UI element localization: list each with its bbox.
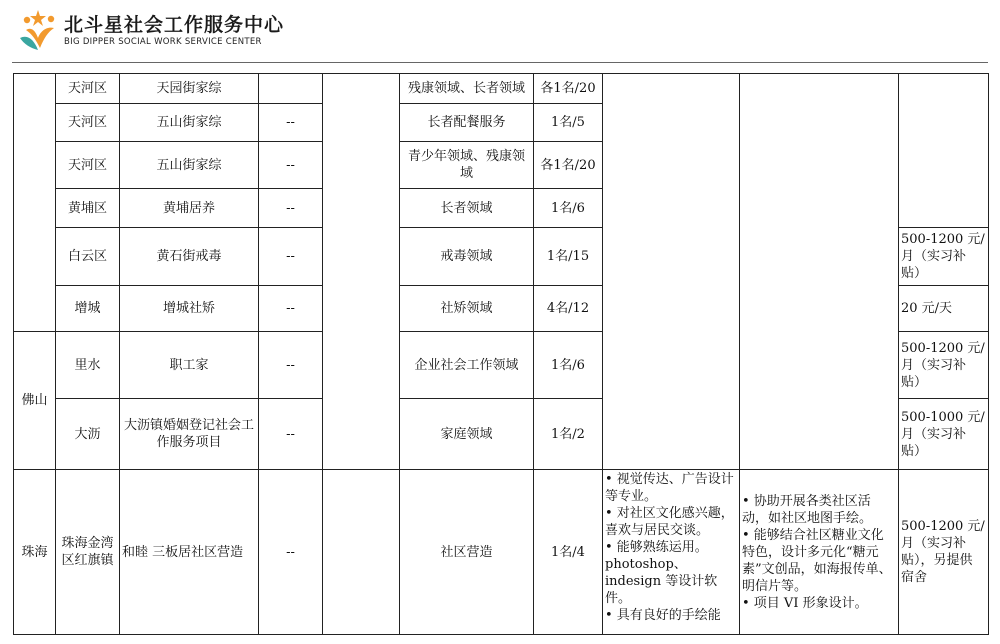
quota-cell: 1名/6	[534, 189, 603, 228]
requirements-cell	[603, 470, 740, 635]
org-cell: 大沥镇婚姻登记社会工作服务项目	[120, 399, 259, 470]
org-cell: 增城社矫	[120, 286, 259, 332]
dash-cell: --	[259, 142, 323, 189]
dash-cell: --	[259, 228, 323, 286]
quota-cell: 1名/5	[534, 104, 603, 142]
field-cell: 长者配餐服务	[400, 104, 534, 142]
district-cell: 里水	[56, 332, 120, 399]
field-cell: 长者领域	[400, 189, 534, 228]
org-cell: 黄石街戒毒	[120, 228, 259, 286]
header-divider	[12, 62, 988, 63]
district-cell: 天河区	[56, 74, 120, 104]
stipend-cell: 20 元/天	[899, 286, 989, 332]
org-cell: 和睦 三板居社区营造	[120, 470, 259, 635]
empty-cell	[323, 470, 400, 635]
district-cell: 珠海金湾区红旗镇	[56, 470, 120, 635]
dash-cell	[259, 74, 323, 104]
org-name-en: BIG DIPPER SOCIAL WORK SERVICE CENTER	[64, 37, 262, 47]
district-cell: 大沥	[56, 399, 120, 470]
duties-cell	[740, 470, 899, 635]
requirement-item: • 具有良好的手绘能	[605, 608, 721, 623]
requirement-item: • 视觉传达、广告设计等专业。	[605, 472, 734, 504]
stipend-cell: 500-1200 元/ 月（实习补 贴）	[899, 228, 989, 286]
dash-cell: --	[259, 286, 323, 332]
dash-cell: --	[259, 189, 323, 228]
duty-item: • 协助开展各类社区活动，如社区地图手绘。	[742, 493, 873, 526]
big-dipper-logo-icon	[18, 8, 62, 52]
quota-cell: 1名/6	[534, 332, 603, 399]
dash-cell: --	[259, 470, 323, 635]
stipend-cell	[899, 74, 989, 228]
org-cell: 天园街家综	[120, 74, 259, 104]
quota-cell: 1名/4	[534, 470, 603, 635]
table-row	[14, 74, 989, 104]
stipend-cell: 500-1200 元/ 月（实习补 贴）	[899, 332, 989, 399]
internship-table	[13, 73, 989, 635]
quota-cell: 1名/2	[534, 399, 603, 470]
org-cell: 五山街家综	[120, 142, 259, 189]
district-cell: 黄埔区	[56, 189, 120, 228]
stipend-cell: 500-1200 元/ 月（实习补 贴），另提供 宿舍	[899, 470, 989, 635]
city-cell: 佛山	[14, 332, 56, 470]
field-cell: 青少年领域、残康领域	[400, 142, 534, 189]
org-cell: 黄埔居养	[120, 189, 259, 228]
quota-cell: 1名/15	[534, 228, 603, 286]
duties-cell	[740, 74, 899, 470]
field-cell: 社矫领域	[400, 286, 534, 332]
district-cell: 天河区	[56, 104, 120, 142]
quota-cell: 各1名/20	[534, 74, 603, 104]
quota-cell: 4名/12	[534, 286, 603, 332]
field-cell: 残康领域、长者领域	[400, 74, 534, 104]
field-cell: 企业社会工作领域	[400, 332, 534, 399]
table-row	[14, 470, 989, 635]
district-cell: 增城	[56, 286, 120, 332]
quota-cell: 各1名/20	[534, 142, 603, 189]
field-cell: 社区营造	[400, 470, 534, 635]
field-cell: 家庭领域	[400, 399, 534, 470]
duty-item: • 项目 VI 形象设计。	[742, 595, 868, 611]
dash-cell: --	[259, 104, 323, 142]
requirement-item: • 能够熟练运用。photoshop、indesign 等设计软件。	[605, 540, 718, 606]
requirements-cell	[603, 74, 740, 470]
empty-cell	[323, 74, 400, 470]
org-cell: 职工家	[120, 332, 259, 399]
city-cell: 珠海	[14, 470, 56, 635]
dash-cell: --	[259, 332, 323, 399]
org-name-cn: 北斗星社会工作服务中心	[64, 14, 285, 36]
stipend-cell: 500-1000 元/ 月（实习补 贴）	[899, 399, 989, 470]
org-cell: 五山街家综	[120, 104, 259, 142]
requirement-item: • 对社区文化感兴趣，喜欢与居民交谈。	[605, 506, 734, 538]
district-cell: 白云区	[56, 228, 120, 286]
dash-cell: --	[259, 399, 323, 470]
city-cell	[14, 74, 56, 332]
field-cell: 戒毒领域	[400, 228, 534, 286]
duty-item: • 能够结合社区糖业文化特色，设计多元化“糖元素”文创品，如海报传单、明信片等。	[742, 527, 892, 594]
district-cell: 天河区	[56, 142, 120, 189]
